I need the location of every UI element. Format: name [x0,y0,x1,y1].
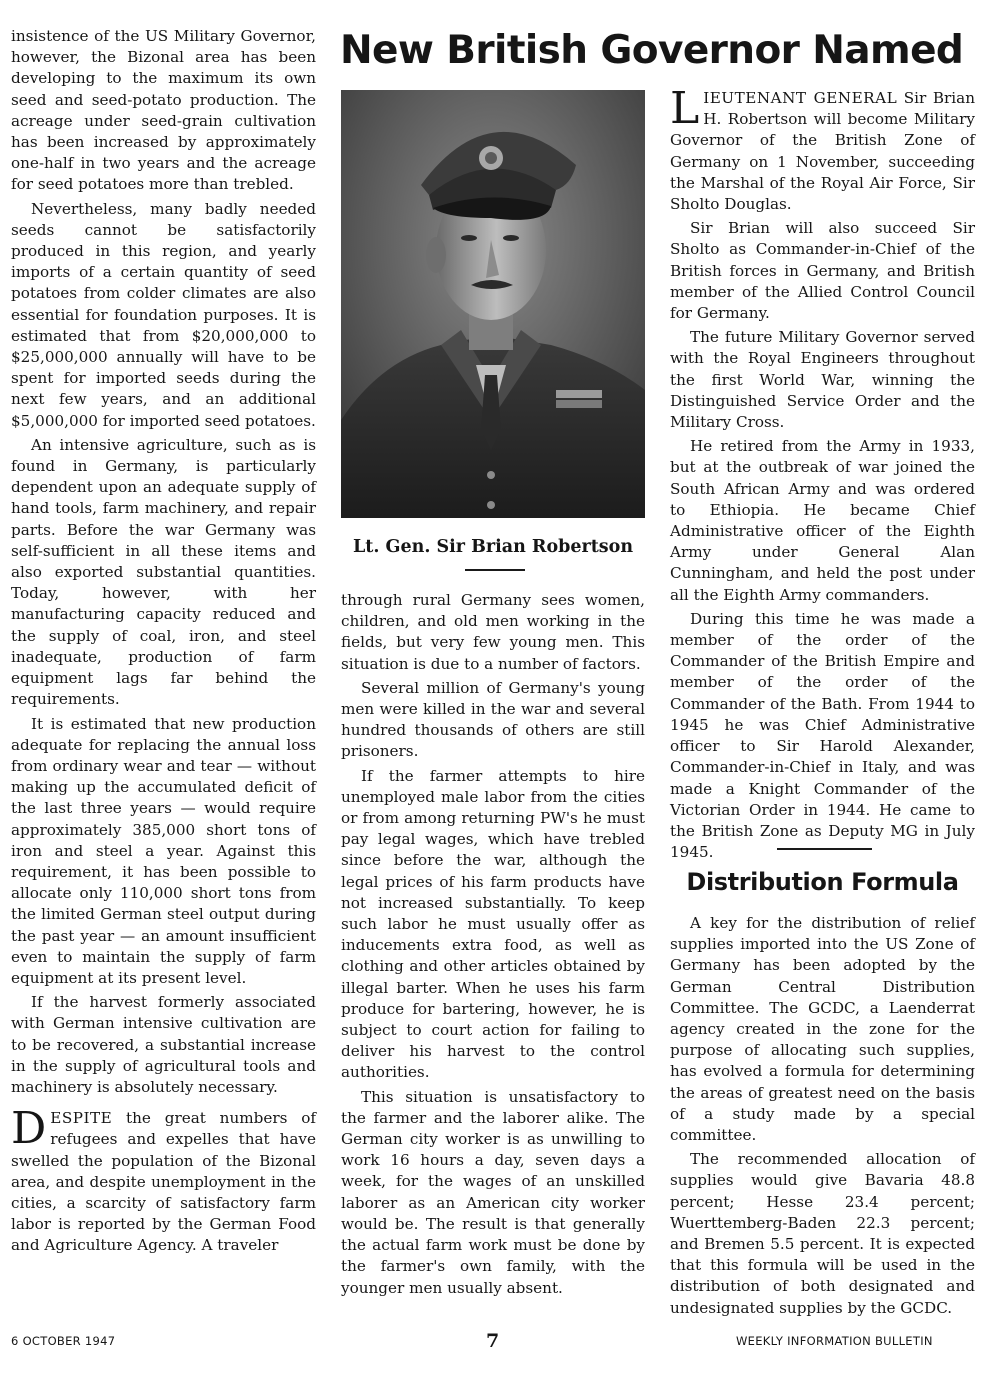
drop-cap: D [11,1103,47,1155]
lead-in-smallcaps: ESPITE [50,1109,113,1128]
distribution-article [670,913,975,1322]
paragraph: During this time he was made a member of the order of the Commander of the British Empire and member of the order of the Commander of the Bath. From 1944 to 1945 he was Chief Administrative officer to Sir Harold Alexander, Commander-in-Chief in Italy, and was made a Knight Commander of the Victorian Order in 1944. He came to the British Zone as Deputy MG in July 1945. [670,609,975,862]
paragraph: A key for the distribution of relief supplies imported into the US Zone of Germany has been adopted by the German Central Distribution Committee. The GCDC, a Laenderrat agency created in the zone for the purpose of allocating such supplies, has evolved a formula for determining the areas of greatest need on the basis of a study made by a special committee. [670,914,975,1145]
article-column-2 [341,590,645,1302]
paragraph-text: the great numbers of refugees and expelles that have swelled the population of the Bizonal area, and despite unemployment in the cities, a scarcity of satisfactory farm labor is reported by the German Food and Agriculture Agency. A traveler [11,1109,316,1255]
paragraph: This situation is unsatisfactory to the farmer and the laborer alike. The German city worker is as unwilling to work 16 hours a day, seven days a week, for the wages of an unskilled laborer as an American city worker would be. The result is that generally the actual farm work must be done by the farmer's own family, with the younger men usually absent. [341,1087,645,1297]
footer-date: 6 OCTOBER 1947 [11,1334,116,1348]
paragraph: The future Military Governor served with the Royal Engineers throughout the first World War, winning the Distinguished Service Order and the Military Cross. [670,328,975,432]
paragraph: It is estimated that new production adequate for replacing the annual loss from ordinary wear and tear — without making up the accumulated deficit of the last three years — would require approximately 385,000 short tons of iron and steel a year. Against this requirement, it has been possible to allocate only 110,000 short tons from the limited German steel output during the past year — an amount insufficient even to maintain the supply of farm equipment at its present level. [11,714,316,987]
drop-cap: L [670,83,700,134]
divider-rule [777,848,872,850]
paragraph: If the harvest formerly associated with German intensive cultivation are to be recovered, a substantial increase in the supply of agricultural tools and machinery is absolutely necessary. [11,993,316,1096]
divider-rule [465,569,525,571]
lead-in-smallcaps: IEUTENANT GENERAL [703,89,898,107]
paragraph: An intensive agriculture, such as is found in Germany, is particularly dependent upon an adequate supply of hand tools, farm machinery, and repair parts. Before the war Germany was self-sufficient in all these items and also exported substantial quantities. Today, however, with her manufacturing capacity reduced and the supply of coal, iron, and steel inadequate, production of farm equipment lags far behind the requirements. [11,435,316,709]
footer-publication: WEEKLY INFORMATION BULLETIN [736,1334,933,1348]
article-column-1 [11,26,316,1260]
subheadline: Distribution Formula [686,868,959,896]
article-column-3 [670,83,975,866]
paragraph: The recommended allocation of supplies would give Bavaria 48.8 percent; Hesse 23.4 percent; Wuerttemberg-Baden 22.3 percent; and Bremen 5.5 percent. It is expected that this formula will be used in the distribution of both designated and undesignated supplies by the GCDC. [670,1150,975,1317]
headline: New British Governor Named [340,28,964,73]
paragraph-text: Sir Brian H. Robertson will become Military Governor of the British Zone of Germany on 1 November, succeeding the Marshal of the Royal Air Force, Sir Sholto Douglas. [670,89,975,214]
paragraph: Several million of Germany's young men were killed in the war and several hundred thousands of others are still prisoners. [341,678,645,761]
paragraph: through rural Germany sees women, children, and old men working in the fields, but very few young men. This situation is due to a number of factors. [341,591,645,673]
paragraph: insistence of the US Military Governor, however, the Bizonal area has been developing to the maximum its own seed and seed-potato production. The acreage under seed-grain cultivation has been increased by approximately one-half in two years and the acreage for seed potatoes more than trebled. [11,27,316,194]
governor-lead-paragraph [670,83,975,215]
portrait-photo [341,90,645,518]
paragraph: He retired from the Army in 1933, but at the outbreak of war joined the South African Army and was ordered to Ethiopia. He became Chief Administrative officer of the Eighth Army under General Alan Cunningham, and held the post under all the Eighth Army commanders. [670,437,975,604]
paragraph: If the farmer attempts to hire unemployed male labor from the cities or from among returning PW's he must pay legal wages, which have trebled since before the war, although the legal prices of his farm products have not increased substantially. To keep such labor he must usually offer as inducements extra food, as well as clothing and other articles obtained by illegal barter. When he uses his farm produce for bartering, however, he is subject to court action for failing to deliver his harvest to the control authorities. [341,766,645,1082]
despite-paragraph [11,1103,316,1256]
paragraph: Sir Brian will also succeed Sir Sholto as Commander-in-Chief of the British forces in Germany, and British member of the Allied Control Council for Germany. [670,219,975,323]
paragraph: Nevertheless, many badly needed seeds cannot be satisfactorily produced in this region, and yearly imports of a certain quantity of seed potatoes from colder climates are also essential for foundation purposes. It is estimated that from $20,000,000 to $25,000,000 annually will have to be spent for imported seeds during the next few years, and an additional $5,000,000 for imported seed potatoes. [11,199,316,430]
photo-caption: Lt. Gen. Sir Brian Robertson [352,537,634,557]
page-number: 7 [486,1330,500,1352]
